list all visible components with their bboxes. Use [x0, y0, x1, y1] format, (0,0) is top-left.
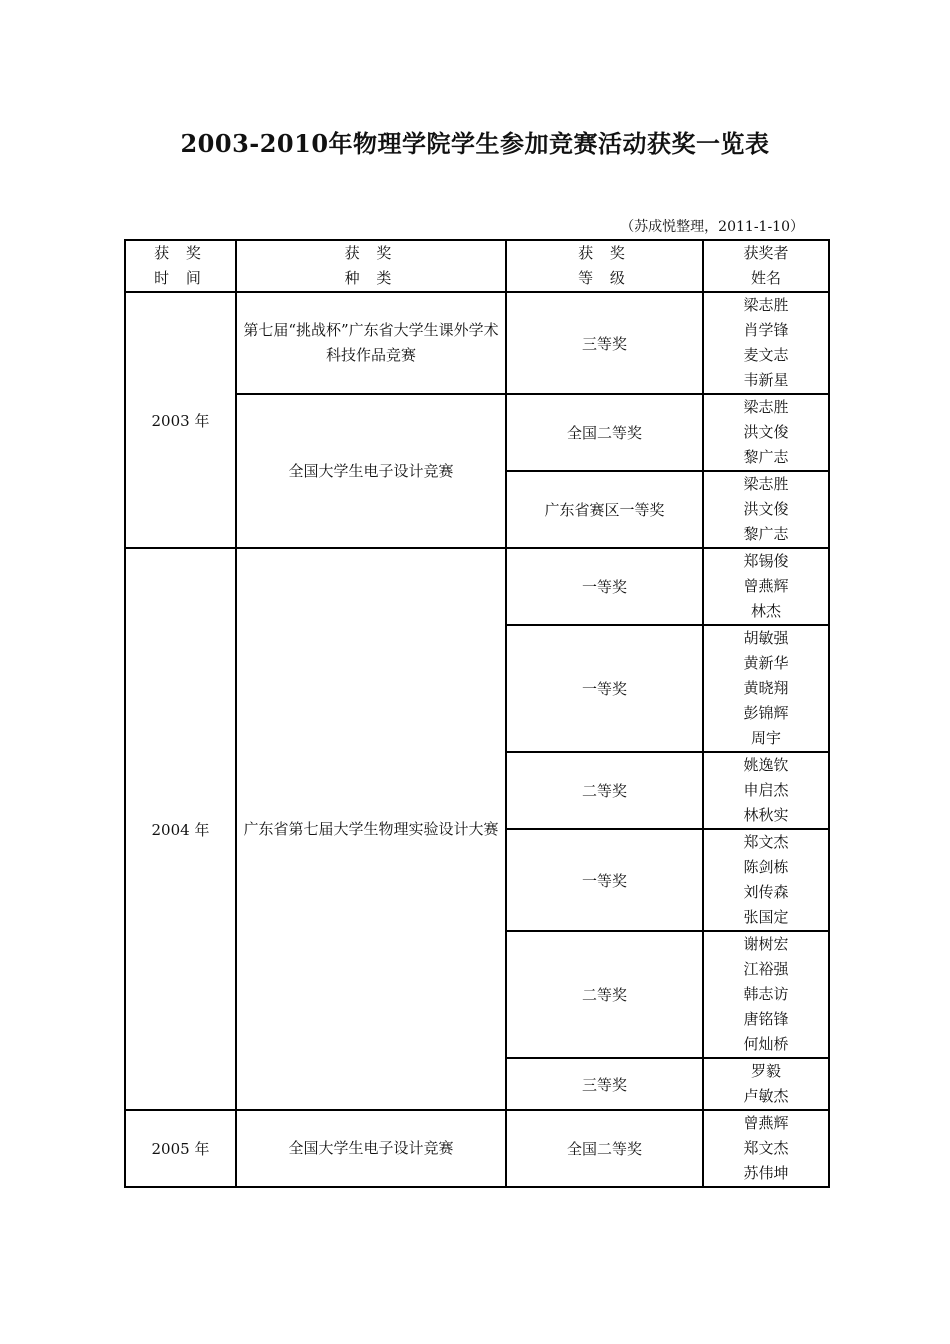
winner-name: 郑文杰 — [743, 833, 789, 851]
award-level: 全国二等奖 — [506, 394, 703, 471]
winner-names — [703, 625, 829, 752]
winner-name: 林杰 — [750, 602, 781, 620]
award-level: 广东省赛区一等奖 — [506, 471, 703, 548]
winner-name: 黎广志 — [743, 448, 789, 466]
winner-names — [703, 548, 829, 625]
award-year: 2005 年 — [125, 1110, 236, 1187]
winner-name: 黄晓翔 — [743, 679, 789, 697]
winner-name: 麦文志 — [743, 346, 789, 364]
award-level: 三等奖 — [506, 292, 703, 394]
winner-name: 梁志胜 — [743, 475, 789, 493]
winner-name: 韩志访 — [743, 985, 789, 1003]
award-year: 2003 年 — [125, 292, 236, 548]
table-row — [125, 1110, 829, 1187]
winner-name: 郑锡俊 — [743, 552, 789, 570]
table-row — [125, 292, 829, 394]
header-row — [125, 240, 829, 292]
winner-name: 黄新华 — [743, 654, 789, 672]
winner-names — [703, 471, 829, 548]
winner-name: 洪文俊 — [743, 423, 789, 441]
table-row — [125, 548, 829, 625]
award-level: 一等奖 — [506, 829, 703, 931]
winner-name: 谢树宏 — [743, 935, 789, 953]
winner-name: 曾燕辉 — [743, 577, 789, 595]
award-year: 2004 年 — [125, 548, 236, 1110]
winner-name: 郑文杰 — [743, 1139, 789, 1157]
winner-name: 陈剑栋 — [743, 858, 789, 876]
winner-name: 韦新星 — [743, 371, 789, 389]
winner-name: 申启杰 — [743, 781, 789, 799]
winner-name: 洪文俊 — [743, 500, 789, 518]
winner-name: 刘传森 — [743, 883, 789, 901]
winner-name: 梁志胜 — [743, 398, 789, 416]
award-level: 全国二等奖 — [506, 1110, 703, 1187]
competition-name: 广东省第七届大学生物理实验设计大赛 — [236, 548, 506, 1110]
award-level: 三等奖 — [506, 1058, 703, 1110]
award-level: 一等奖 — [506, 548, 703, 625]
winner-name: 曾燕辉 — [743, 1114, 789, 1132]
winner-name: 何灿桥 — [743, 1035, 789, 1053]
winner-name: 唐铭锋 — [743, 1010, 789, 1028]
header-level: 获 奖 等 级 — [506, 240, 703, 292]
competition-name: 第七届“挑战杯”广东省大学生课外学术科技作品竞赛 — [236, 292, 506, 394]
award-level: 二等奖 — [506, 752, 703, 829]
header-time: 获 奖 时 间 — [125, 240, 236, 292]
winner-names — [703, 752, 829, 829]
winner-name: 卢敏杰 — [743, 1087, 789, 1105]
header-winner: 获奖者 姓名 — [703, 240, 829, 292]
winner-names — [703, 1058, 829, 1110]
winner-name: 罗毅 — [750, 1062, 781, 1080]
winner-names — [703, 292, 829, 394]
competition-name: 全国大学生电子设计竞赛 — [236, 1110, 506, 1187]
winner-name: 周宇 — [750, 729, 781, 747]
winner-name: 彭锦辉 — [743, 704, 789, 722]
competition-name: 全国大学生电子设计竞赛 — [236, 394, 506, 548]
winner-name: 江裕强 — [743, 960, 789, 978]
winner-name: 张国定 — [743, 908, 789, 926]
winner-name: 林秋实 — [743, 806, 789, 824]
winner-name: 梁志胜 — [743, 296, 789, 314]
winner-names — [703, 1110, 829, 1187]
awards-table — [124, 239, 830, 1188]
winner-names — [703, 829, 829, 931]
winner-name: 胡敏强 — [743, 629, 789, 647]
winner-name: 苏伟坤 — [743, 1164, 789, 1182]
winner-name: 姚逸钦 — [743, 756, 789, 774]
winner-names — [703, 394, 829, 471]
winner-name: 黎广志 — [743, 525, 789, 543]
winner-names — [703, 931, 829, 1058]
award-level: 一等奖 — [506, 625, 703, 752]
page-title: 2003-2010年物理学院学生参加竞赛活动获奖一览表 — [180, 129, 770, 158]
winner-name: 肖学锋 — [743, 321, 789, 339]
header-type: 获 奖 种 类 — [236, 240, 506, 292]
compiler-note: （苏成悦整理，2011-1-10） — [620, 219, 804, 235]
award-level: 二等奖 — [506, 931, 703, 1058]
